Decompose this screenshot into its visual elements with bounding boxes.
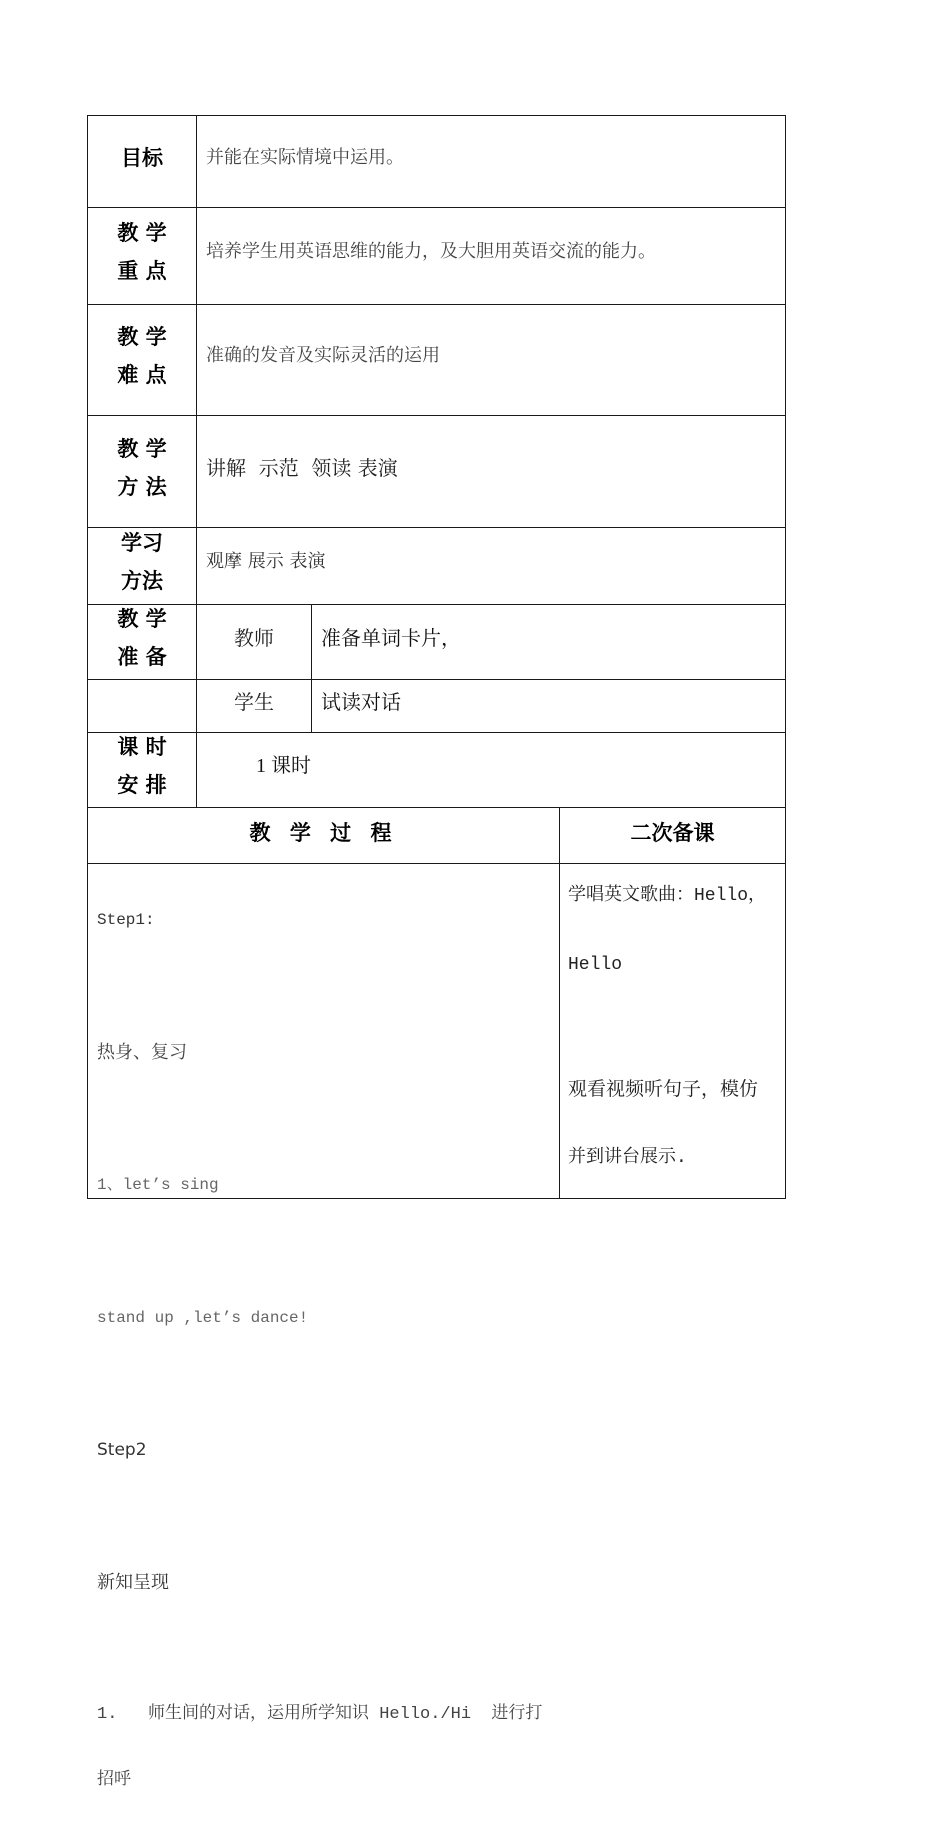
preparation-label (117, 600, 166, 676)
video-note (568, 1032, 758, 1216)
sing-activity (97, 1130, 559, 1240)
song-note-line-2: Hello (568, 955, 623, 975)
process-header: 教 学 过 程 (249, 820, 398, 845)
goal-content-cell (196, 115, 786, 208)
goal-label-cell (87, 115, 197, 208)
preparation-label-cell (87, 604, 197, 680)
notes-header: 二次备课 (630, 820, 715, 845)
key-points-content-cell (196, 207, 786, 305)
difficulties-label-line-1: 教 学 (117, 325, 167, 349)
student-label: 学生 (234, 690, 274, 714)
teaching-methods-label (117, 430, 166, 506)
schedule-label-line-2: 安 排 (117, 773, 167, 797)
teaching-methods-label-line-2: 方 法 (117, 474, 167, 499)
warmup-title-line: 热身、复习 (97, 1041, 187, 1063)
step2-heading-line: Step2 (97, 1440, 147, 1460)
teaching-methods-label-line-1: 教 学 (117, 436, 167, 461)
teaching-methods-content-cell (196, 415, 786, 528)
song-note (568, 839, 766, 1023)
learning-methods-content: 观摩 展示 表演 (206, 551, 326, 572)
teacher-content: 准备单词卡片， (321, 626, 461, 650)
schedule-label-line-1: 课 时 (117, 735, 167, 759)
video-note-line-1: 观看视频听句子，模仿 (568, 1078, 759, 1100)
learning-methods-label-line-1: 学习 (121, 531, 163, 555)
dialogue-activity-line-2: 招呼 (97, 1771, 131, 1790)
difficulties-content: 准确的发音及实际灵活的运用 (206, 345, 440, 366)
student-label-cell (196, 679, 312, 733)
notes-content-cell (559, 863, 786, 1199)
dance-lyric-line: stand up ,let’s dance! (97, 1308, 309, 1327)
teacher-content-cell (311, 604, 786, 680)
warmup-title (97, 998, 559, 1108)
dialogue-activity (97, 1660, 559, 1836)
teacher-label: 教师 (234, 626, 274, 650)
dance-lyric (97, 1263, 559, 1373)
video-note-line-2: 并到讲台展示. (568, 1148, 687, 1168)
student-content-cell (311, 679, 786, 733)
learning-methods-label-line-2: 方法 (121, 569, 163, 593)
process-content-cell (87, 863, 560, 1790)
song-note-line-1: 学唱英文歌曲：Hello， (568, 886, 767, 906)
learning-methods-label (121, 524, 163, 600)
schedule-content-cell (196, 732, 786, 808)
preparation-label-line-1: 教 学 (117, 607, 167, 631)
step1-heading-line: Step1: (97, 911, 155, 929)
difficulties-content-cell (196, 304, 786, 416)
step2-heading (97, 1395, 559, 1505)
schedule-content: 1 课时 (256, 755, 311, 777)
difficulties-label-cell (87, 304, 197, 416)
new-knowledge-title (97, 1528, 559, 1638)
key-points-content: 培养学生用英语思维的能力，及大胆用英语交流的能力。 (206, 241, 656, 262)
sing-activity-line: 1、let’s sing (97, 1176, 219, 1194)
goal-label-line-1: 目标 (121, 145, 163, 170)
key-points-label (117, 214, 166, 290)
learning-methods-content-cell (196, 527, 786, 605)
learning-methods-label-cell (87, 527, 197, 605)
step1-heading (97, 865, 559, 975)
goal-label (121, 139, 163, 177)
dialogue-activity-line-1: 1. 师生间的对话，运用所学知识 Hello./Hi 进行打 (97, 1705, 543, 1724)
key-points-label-line-2: 重 点 (117, 259, 167, 283)
key-points-label-line-1: 教 学 (117, 221, 167, 245)
teacher-label-cell (196, 604, 312, 680)
preparation-label-line-2: 准 备 (117, 645, 167, 669)
empty-label-cell (87, 679, 197, 733)
difficulties-label (117, 318, 166, 394)
schedule-label-cell (87, 732, 197, 808)
teaching-methods-label-cell (87, 415, 197, 528)
schedule-label (117, 728, 166, 804)
new-knowledge-title-line: 新知呈现 (97, 1571, 169, 1593)
teaching-methods-content: 讲解 示范 领读 表演 (206, 455, 398, 480)
difficulties-label-line-2: 难 点 (117, 363, 167, 387)
goal-content: 并能在实际情境中运用。 (206, 146, 404, 168)
student-content: 试读对话 (321, 690, 401, 714)
key-points-label-cell (87, 207, 197, 305)
process-header-cell (87, 807, 560, 864)
